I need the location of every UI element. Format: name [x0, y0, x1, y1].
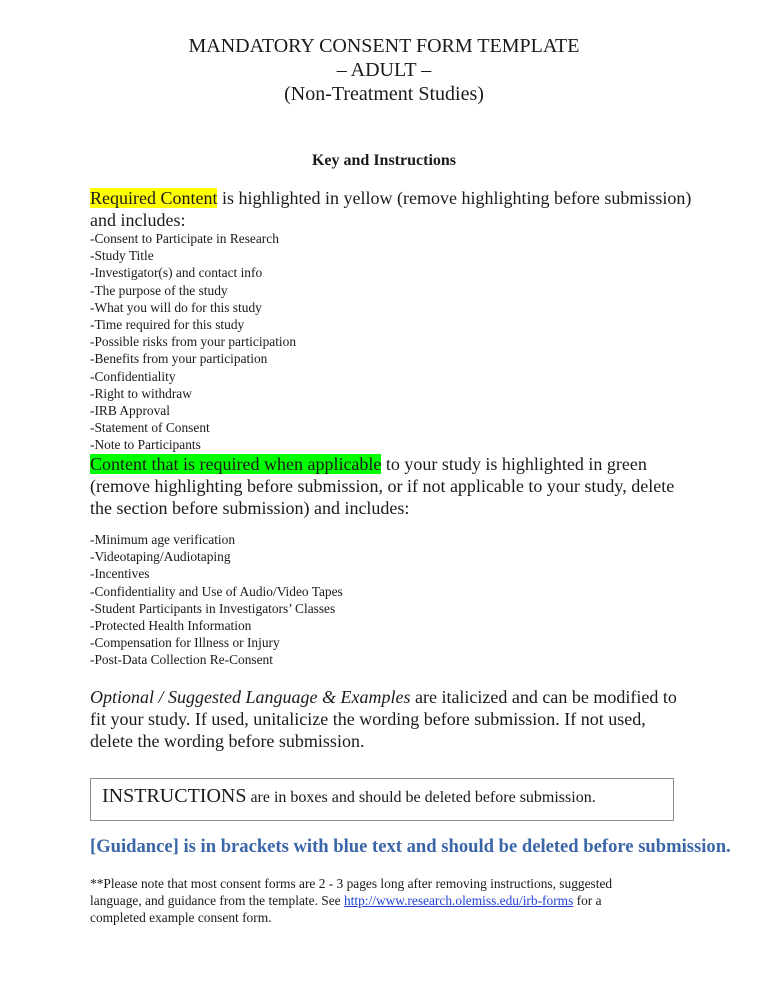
instructions-box-label: INSTRUCTIONS: [102, 785, 247, 807]
list-item: -Time required for this study: [90, 317, 245, 333]
list-item: -Note to Participants: [90, 437, 201, 453]
list-item: -Investigator(s) and contact info: [90, 265, 263, 281]
list-item: -Incentives: [90, 566, 150, 582]
applicable-content-paragraph: [90, 453, 690, 519]
required-content-highlight: Required Content: [90, 188, 218, 208]
required-content-paragraph: [90, 187, 690, 231]
applicable-items-list: [90, 531, 690, 669]
document-title: [0, 34, 768, 106]
applicable-content-text-line-2: (remove highlighting before submission, or if not applicable to your study, delete: [90, 476, 675, 496]
list-item: -Possible risks from your participation: [90, 334, 297, 350]
instructions-box: [90, 778, 674, 821]
applicable-content-text-line-3: the section before submission) and includes:: [90, 498, 410, 518]
list-item: -Student Participants in Investigators’ Classes: [90, 600, 336, 616]
optional-language-italic: Optional / Suggested Language & Examples: [90, 687, 411, 707]
list-item: -What you will do for this study: [90, 299, 262, 315]
footnote-line-2: language, and guidance from the template. See: [90, 893, 344, 908]
list-item: -The purpose of the study: [90, 282, 228, 298]
title-line-1: MANDATORY CONSENT FORM TEMPLATE: [188, 35, 580, 57]
optional-language-text-line-3: delete the wording before submission.: [90, 731, 365, 751]
list-item: -Confidentiality and Use of Audio/Video Tapes: [90, 583, 343, 599]
required-items-list: [90, 230, 690, 454]
list-item: -Minimum age verification: [90, 532, 236, 547]
list-item: -Consent to Participate in Research: [90, 231, 279, 246]
list-item: -Right to withdraw: [90, 385, 192, 401]
list-item: -Statement of Consent: [90, 420, 210, 436]
optional-language-text-line-2: fit your study. If used, unitalicize the wording before submission. If not used,: [90, 709, 646, 729]
optional-language-text: are italicized and can be modified to: [410, 687, 677, 707]
irb-forms-link[interactable]: http://www.research.olemiss.edu/irb-forms: [343, 893, 574, 908]
list-item: -Compensation for Illness or Injury: [90, 635, 280, 651]
guidance-text: [Guidance] is in brackets with blue text and should be deleted before submission.: [90, 836, 731, 857]
title-line-2: – ADULT –: [336, 59, 432, 81]
list-item: -Study Title: [90, 248, 154, 264]
footnote-line-3: completed example consent form.: [90, 910, 272, 925]
required-content-text: is highlighted in yellow (remove highlighting before submission): [217, 188, 692, 208]
list-item: -Post-Data Collection Re-Consent: [90, 652, 273, 668]
footnote: [90, 875, 690, 926]
list-item: -Benefits from your participation: [90, 351, 268, 367]
key-heading: Key and Instructions: [311, 152, 457, 169]
list-item: -Videotaping/Audiotaping: [90, 549, 231, 565]
list-item: -IRB Approval: [90, 403, 170, 419]
optional-language-paragraph: [90, 686, 690, 752]
footnote-line-2-end: for a: [573, 893, 602, 908]
list-item: -Confidentiality: [90, 368, 176, 384]
instructions-box-text: are in boxes and should be deleted before submission.: [246, 789, 596, 806]
footnote-line-1: **Please note that most consent forms are 2 - 3 pages long after removing instructions, suggested: [90, 876, 613, 891]
required-content-text-line-2: and includes:: [90, 210, 186, 230]
title-line-3: (Non-Treatment Studies): [284, 83, 484, 105]
list-item: -Protected Health Information: [90, 618, 252, 634]
applicable-content-text: to your study is highlighted in green: [381, 454, 647, 474]
applicable-content-highlight: Content that is required when applicable: [90, 454, 382, 474]
